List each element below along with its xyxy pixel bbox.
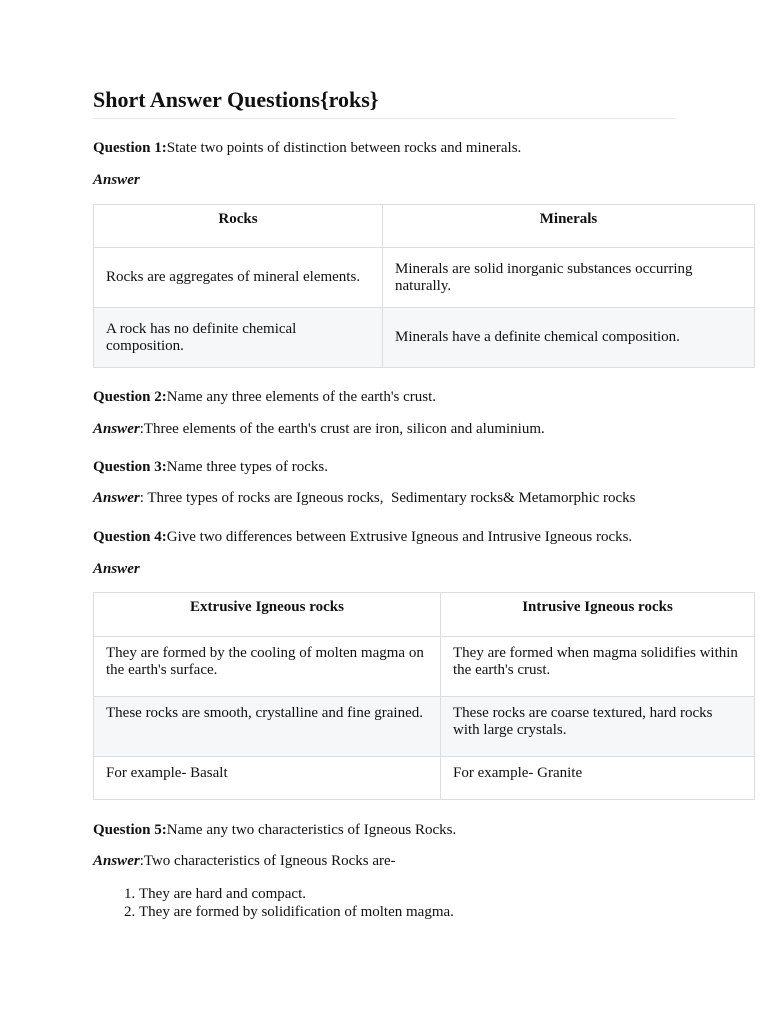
answer-3 bbox=[93, 489, 636, 507]
question-3-label: Question 3: bbox=[93, 459, 167, 475]
table-row bbox=[94, 248, 755, 308]
answer-4-heading bbox=[93, 560, 140, 578]
table-cell: These rocks are smooth, crystalline and fine grained. bbox=[94, 697, 441, 757]
question-5 bbox=[93, 821, 456, 839]
table-cell: They are formed by the cooling of molten magma on the earth's surface. bbox=[94, 637, 441, 697]
answer-2-label: Answer bbox=[93, 421, 140, 437]
answer-2 bbox=[93, 420, 545, 438]
table-row bbox=[94, 697, 755, 757]
list-item: 2. They are formed by solidification of molten magma. bbox=[139, 903, 454, 921]
question-4-text: Give two differences between Extrusive Igneous and Intrusive Igneous rocks. bbox=[166, 529, 633, 545]
table-cell: For example- Basalt bbox=[94, 757, 441, 800]
answer-5 bbox=[93, 852, 396, 870]
answer-4-label: Answer bbox=[93, 561, 140, 577]
question-1-label: Question 1: bbox=[93, 140, 167, 156]
table-row bbox=[94, 637, 755, 697]
table-header-cell: Extrusive Igneous rocks bbox=[94, 593, 441, 637]
question-4-label: Question 4: bbox=[93, 529, 167, 545]
table-cell: Minerals have a definite chemical composition. bbox=[383, 308, 755, 368]
answer-2-text: :Three elements of the earth's crust are iron, silicon and aluminium. bbox=[139, 421, 545, 437]
table-row bbox=[94, 308, 755, 368]
question-2 bbox=[93, 388, 436, 406]
title-divider bbox=[93, 118, 676, 119]
rocks-minerals-table bbox=[93, 204, 755, 368]
table-header-row bbox=[94, 205, 755, 248]
page-title: Short Answer Questions{roks} bbox=[93, 87, 379, 112]
question-1-text: State two points of distinction between rocks and minerals. bbox=[166, 140, 522, 156]
question-5-text: Name any two characteristics of Igneous Rocks. bbox=[166, 822, 457, 838]
question-3-text: Name three types of rocks. bbox=[166, 459, 328, 475]
question-2-label: Question 2: bbox=[93, 389, 167, 405]
table-header-cell: Intrusive Igneous rocks bbox=[441, 593, 755, 637]
table-cell: A rock has no definite chemical composition. bbox=[94, 308, 383, 368]
question-2-text: Name any three elements of the earth's crust. bbox=[166, 389, 437, 405]
igneous-rocks-table bbox=[93, 592, 755, 800]
list-item: 1. They are hard and compact. bbox=[139, 885, 454, 903]
table-cell: They are formed when magma solidifies within the earth's crust. bbox=[441, 637, 755, 697]
question-1 bbox=[93, 139, 521, 157]
table-cell: Minerals are solid inorganic substances occurring naturally. bbox=[383, 248, 755, 308]
answer-3-label: Answer bbox=[93, 490, 140, 506]
table-header-cell: Rocks bbox=[94, 205, 383, 248]
answer-1-label: Answer bbox=[93, 172, 140, 188]
answer-1-heading bbox=[93, 171, 140, 189]
table-cell: These rocks are coarse textured, hard rocks with large crystals. bbox=[441, 697, 755, 757]
table-row bbox=[94, 757, 755, 800]
table-header-cell: Minerals bbox=[383, 205, 755, 248]
question-4 bbox=[93, 528, 632, 546]
answer-5-text: :Two characteristics of Igneous Rocks are- bbox=[139, 853, 396, 869]
table-cell: For example- Granite bbox=[441, 757, 755, 800]
table-header-row bbox=[94, 593, 755, 637]
question-3 bbox=[93, 458, 328, 476]
characteristics-list bbox=[93, 885, 454, 921]
table-cell: Rocks are aggregates of mineral elements. bbox=[94, 248, 383, 308]
answer-5-label: Answer bbox=[93, 853, 140, 869]
question-5-label: Question 5: bbox=[93, 822, 167, 838]
answer-3-text: : Three types of rocks are Igneous rocks, Sedimentary rocks& Metamorphic rocks bbox=[139, 490, 636, 506]
